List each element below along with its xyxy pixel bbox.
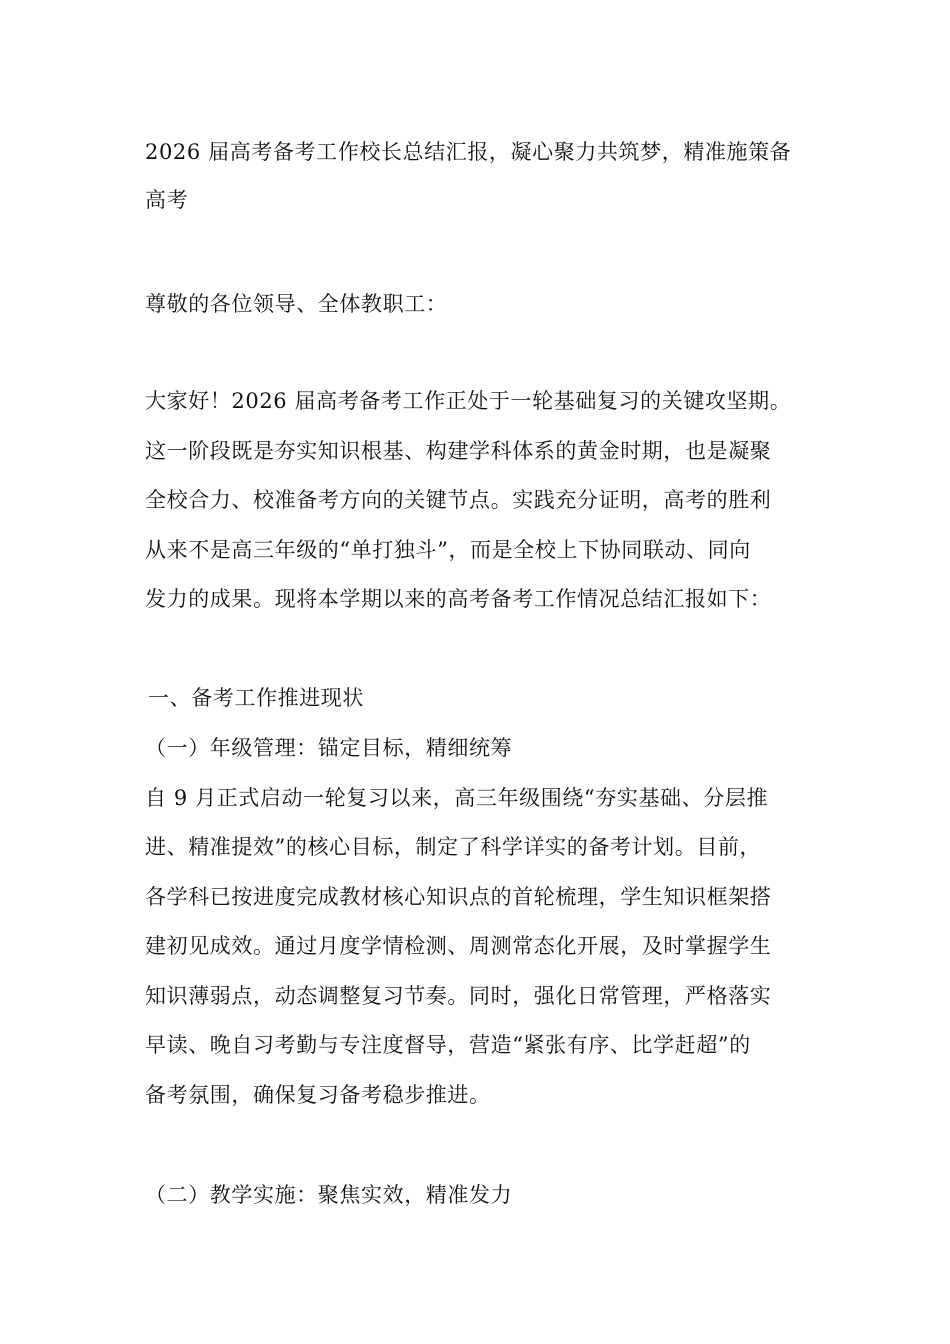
intro-paragraph-line: 发力的成果。现将本学期以来的高考备考工作情况总结汇报如下： [145, 587, 772, 611]
salutation: 尊敬的各位领导、全体教职工： [145, 292, 448, 316]
body-paragraph-line: 建初见成效。通过月度学情检测、周测常态化开展，及时掌握学生 [145, 934, 772, 958]
subsection-heading: （一）年级管理：锚定目标，精细统筹 [145, 736, 513, 760]
body-paragraph-line: 知识薄弱点，动态调整复习节奏。同时，强化日常管理，严格落实 [145, 984, 772, 1008]
body-paragraph-line: 早读、晚自习考勤与专注度督导，营造“紧张有序、比学赶超”的 [145, 1033, 751, 1057]
body-paragraph-line: 各学科已按进度完成教材核心知识点的首轮梳理，学生知识框架搭 [145, 885, 772, 909]
body-paragraph-line: 备考氛围，确保复习备考稳步推进。 [145, 1083, 491, 1107]
intro-paragraph-line: 从来不是高三年级的“单打独斗”，而是全校上下协同联动、同向 [145, 538, 751, 562]
section-heading: 一、备考工作推进现状 [148, 686, 364, 710]
intro-paragraph-line: 这一阶段既是夯实知识根基、构建学科体系的黄金时期，也是凝聚 [145, 439, 772, 463]
document-title-line-2: 高考 [145, 188, 189, 212]
body-paragraph-line: 自 9 月正式启动一轮复习以来，高三年级围绕“夯实基础、分层推 [145, 786, 769, 810]
body-paragraph-line: 进、精准提效”的核心目标，制定了科学详实的备考计划。目前， [145, 835, 762, 859]
subsection-heading: （二）教学实施：聚焦实效，精准发力 [145, 1183, 513, 1207]
document-title-line-1: 2026 届高考备考工作校长总结汇报，凝心聚力共筑梦，精准施策备 [145, 140, 792, 164]
intro-paragraph-line: 全校合力、校准备考方向的关键节点。实践充分证明，高考的胜利 [145, 488, 772, 512]
intro-paragraph-line: 大家好！2026 届高考备考工作正处于一轮基础复习的关键攻坚期。 [145, 389, 792, 413]
